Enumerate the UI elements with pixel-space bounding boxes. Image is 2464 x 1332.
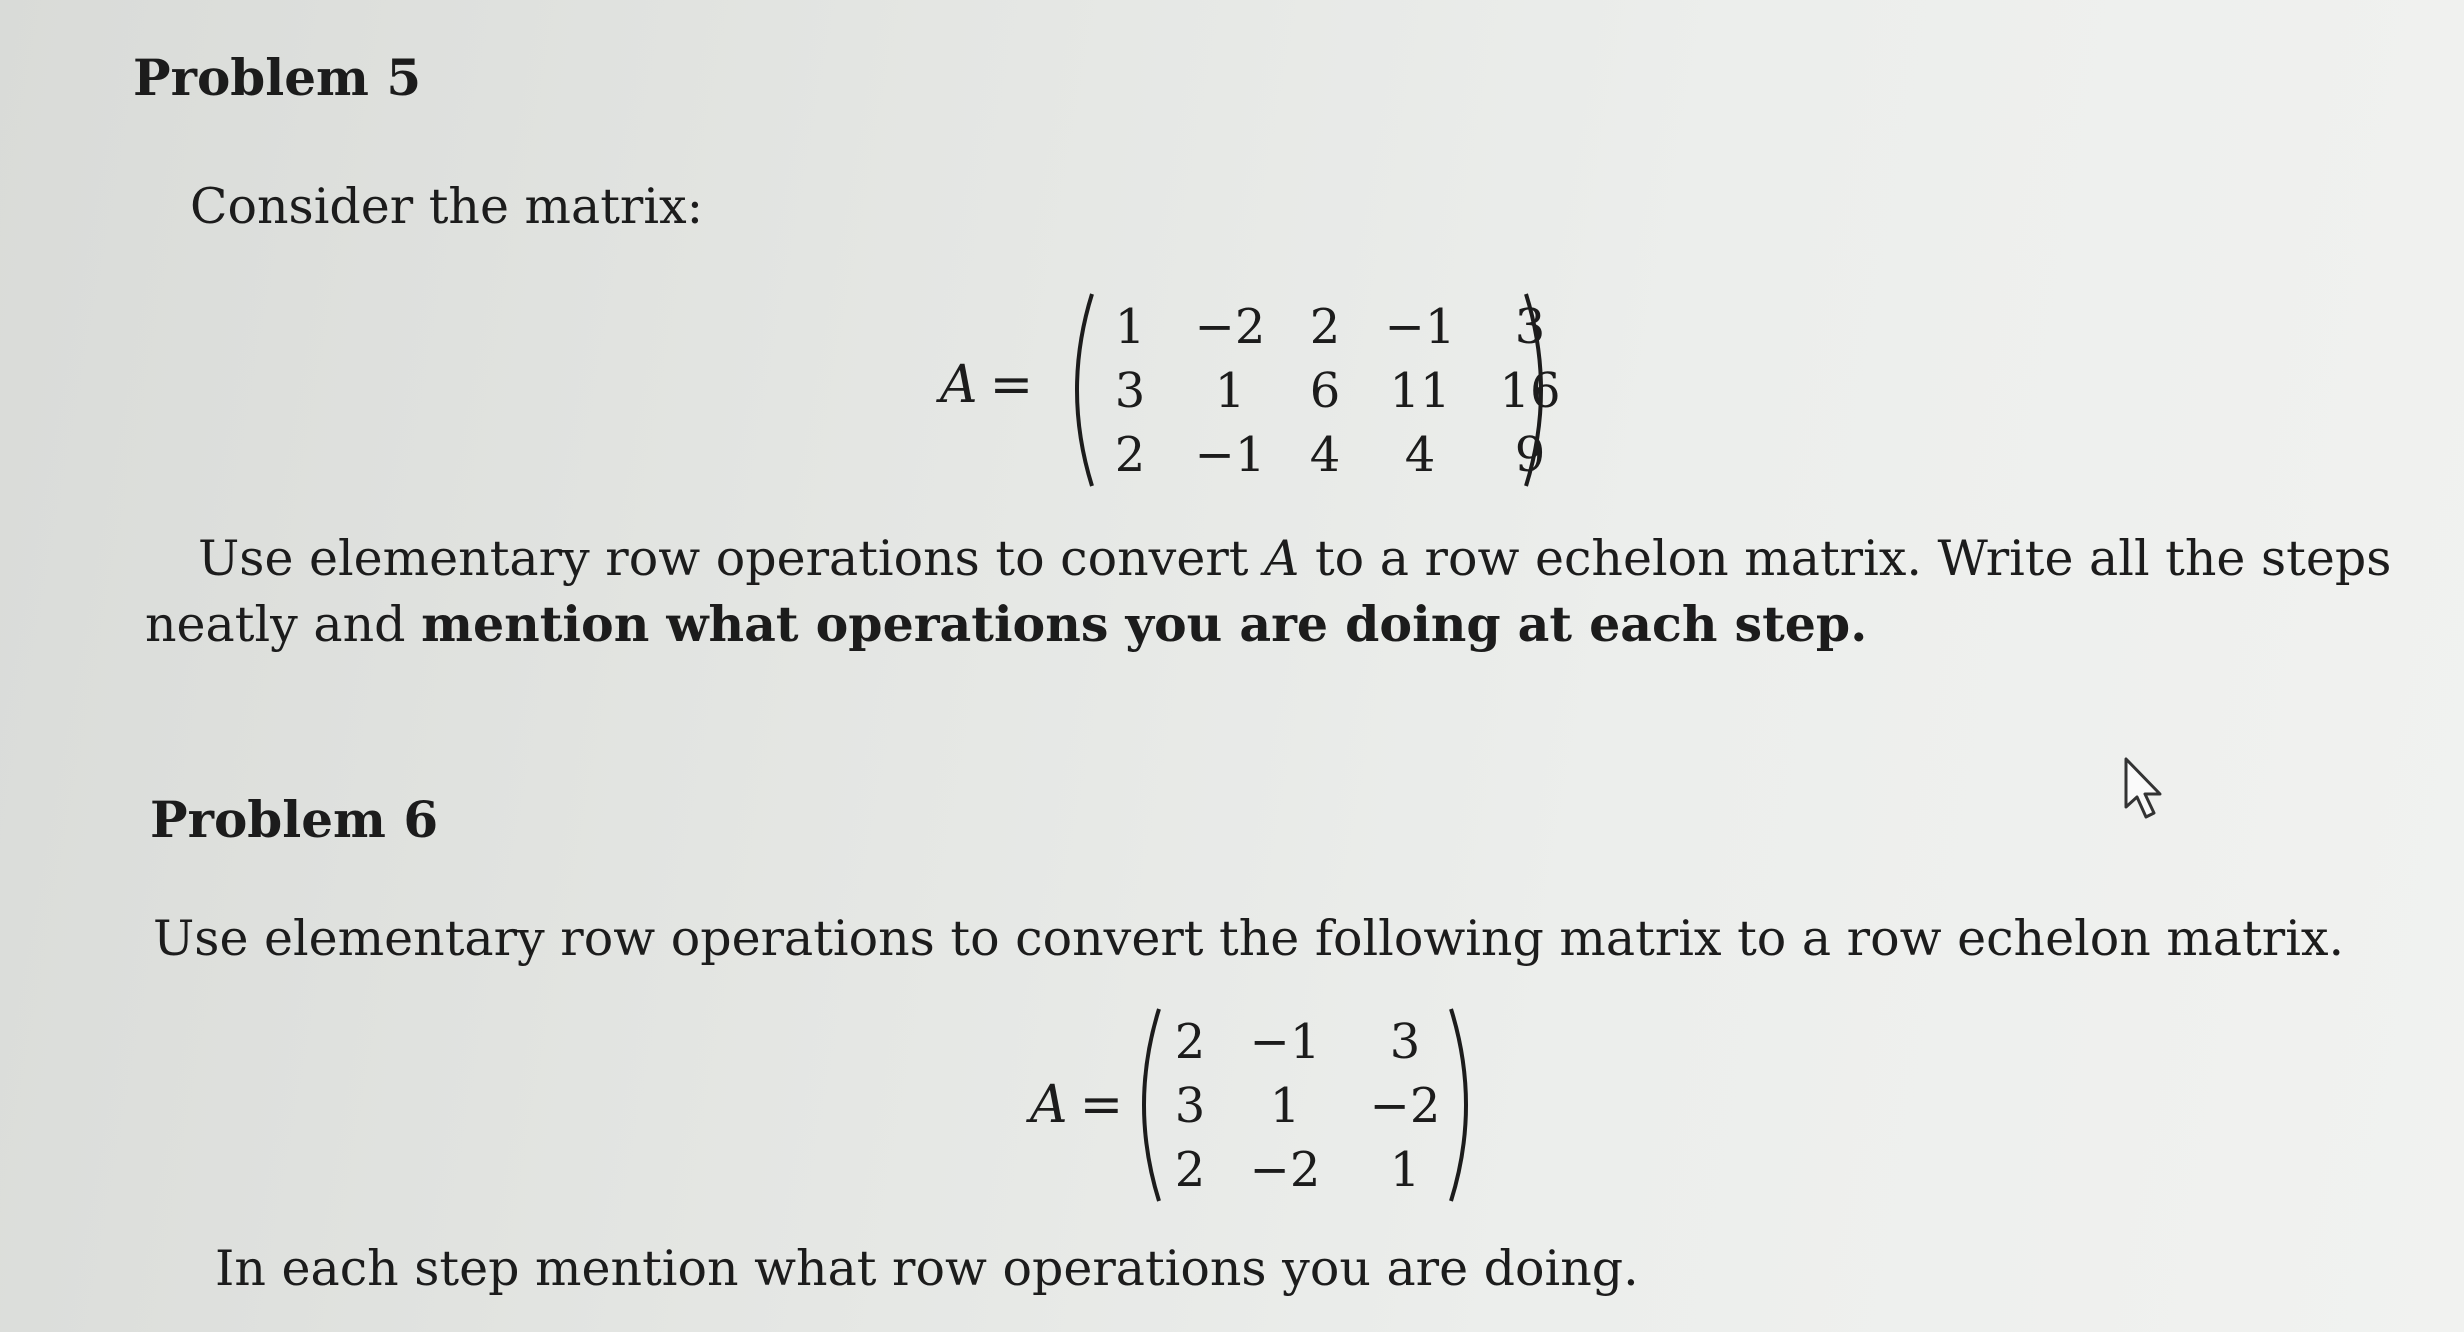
matrix-entry: 1	[1214, 363, 1246, 419]
instruction-text: Use elementary row operations to convert	[198, 530, 1265, 587]
matrix-entry: 16	[1499, 363, 1561, 419]
matrix-entry: −2	[1194, 299, 1266, 355]
matrix-entry: 3	[1114, 363, 1146, 419]
matrix-entry: −2	[1249, 1142, 1321, 1198]
problem-5-instruction-line-2	[145, 595, 1867, 653]
problem-6-matrix	[1160, 1010, 1460, 1202]
matrix-entry: 3	[1389, 1014, 1421, 1070]
matrix-entry: 2	[1174, 1142, 1206, 1198]
problem-5-title: Problem 5	[133, 48, 422, 107]
instruction-text-cont: to a row echelon matrix. Write all the steps	[1299, 530, 2392, 587]
matrix-entry: 1	[1114, 299, 1146, 355]
problem-5-instruction-line-1	[198, 530, 2391, 587]
matrix-entry: −1	[1249, 1014, 1321, 1070]
problem-5-matrix-label	[940, 355, 1033, 415]
instruction-emphasis: mention what operations you are doing at each step.	[421, 595, 1868, 653]
matrix-entry: 6	[1309, 363, 1341, 419]
matrix-entry: −1	[1194, 427, 1266, 483]
matrix-entry: 2	[1309, 299, 1341, 355]
matrix-entry: 1	[1389, 1142, 1421, 1198]
instruction-variable: A	[1264, 530, 1300, 587]
problem-6-footer: In each step mention what row operations you are doing.	[215, 1240, 1639, 1297]
instruction-plain: neatly and	[145, 596, 422, 653]
matrix-entry: 4	[1309, 427, 1341, 483]
matrix-entry: 2	[1114, 427, 1146, 483]
mouse-pointer-icon	[2120, 755, 2170, 825]
problem-6-matrix-label	[1030, 1075, 1123, 1135]
equals-sign: =	[1079, 1075, 1124, 1135]
matrix-entry: 9	[1514, 427, 1546, 483]
matrix-entry: 11	[1389, 363, 1451, 419]
matrix-variable: A	[940, 355, 978, 415]
matrix-variable: A	[1030, 1075, 1068, 1135]
matrix-entry: −1	[1384, 299, 1456, 355]
problem-6-title: Problem 6	[150, 790, 439, 849]
problem-5-matrix	[1090, 295, 1580, 487]
equals-sign: =	[989, 355, 1034, 415]
problem-6-left-paren	[1125, 1005, 1165, 1205]
matrix-entry: 3	[1514, 299, 1546, 355]
matrix-entry: 2	[1174, 1014, 1206, 1070]
problem-6-instruction: Use elementary row operations to convert the following matrix to a row echelon matrix.	[153, 910, 2345, 967]
matrix-entry: 1	[1269, 1078, 1301, 1134]
matrix-entry: 4	[1404, 427, 1436, 483]
matrix-entry: 3	[1174, 1078, 1206, 1134]
problem-6-right-paren	[1445, 1005, 1485, 1205]
matrix-entry: −2	[1369, 1078, 1441, 1134]
problem-5-intro: Consider the matrix:	[190, 178, 704, 235]
problem-5-right-paren	[1520, 290, 1560, 490]
